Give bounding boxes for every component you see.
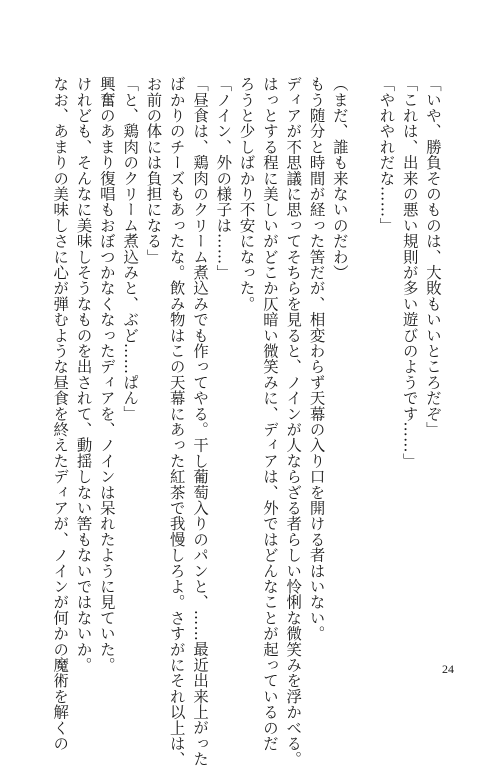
- text-line: 興奮のあまり復唱もおぼつかなくなったディアを、ノインは呆れたように見ていた。: [97, 76, 116, 673]
- text-line: 「ノイン、外の様子は……」: [214, 76, 233, 281]
- text-line: 「と、鶏肉のクリーム煮込みと、ぶど……ぱん」: [121, 76, 140, 422]
- text-line: なお、あまりの美味しさに心が弾むような昼食を終えたディアが、ノインが何かの魔術を解くの: [51, 76, 70, 752]
- text-line: ろうと少しばかり不安になった。: [237, 76, 256, 312]
- text-line: もう随分と時間が経った筈だが、相変わらず天幕の入り口を開ける者はいない。: [307, 76, 326, 642]
- blank-line: [351, 76, 374, 624]
- text-line: はっとする程に美しいがどこか仄暗い微笑みに、ディアは、外ではどんなことが起っているのだ: [260, 76, 279, 752]
- text-line: 「昼食は、鶏肉のクリーム煮込みでも作ってやる。干し葡萄入りのパンと、……最近出来上がった: [191, 76, 210, 767]
- text-line: 「やれやれだな……」: [377, 76, 396, 233]
- text-line: 「いや、勝負そのものは、大敗もいいところだぞ」: [424, 76, 442, 438]
- vertical-text-block: [48, 76, 444, 767]
- text-line: （まだ、誰も来ないのだわ）: [330, 76, 349, 281]
- text-line: お前の体には負担になる」: [144, 76, 163, 265]
- page-number: 24: [442, 662, 454, 676]
- text-line: けれども、そんなに美味しそうなものを出されて、動揺しない筈もないではないか。: [74, 76, 93, 673]
- text-line: ディアが不思議に思ってそちらを見ると、ノインが人ならざる者らしい怜悧な微笑みを浮かべる。: [284, 76, 303, 767]
- text-line: ばかりのチーズもあったな。飲み物はこの天幕にあった紅茶で我慢しろよ。さすがにそれ以上は、: [167, 76, 186, 767]
- text-line: 「これは、出来の悪い規則が多い遊びのようです……」: [400, 76, 419, 469]
